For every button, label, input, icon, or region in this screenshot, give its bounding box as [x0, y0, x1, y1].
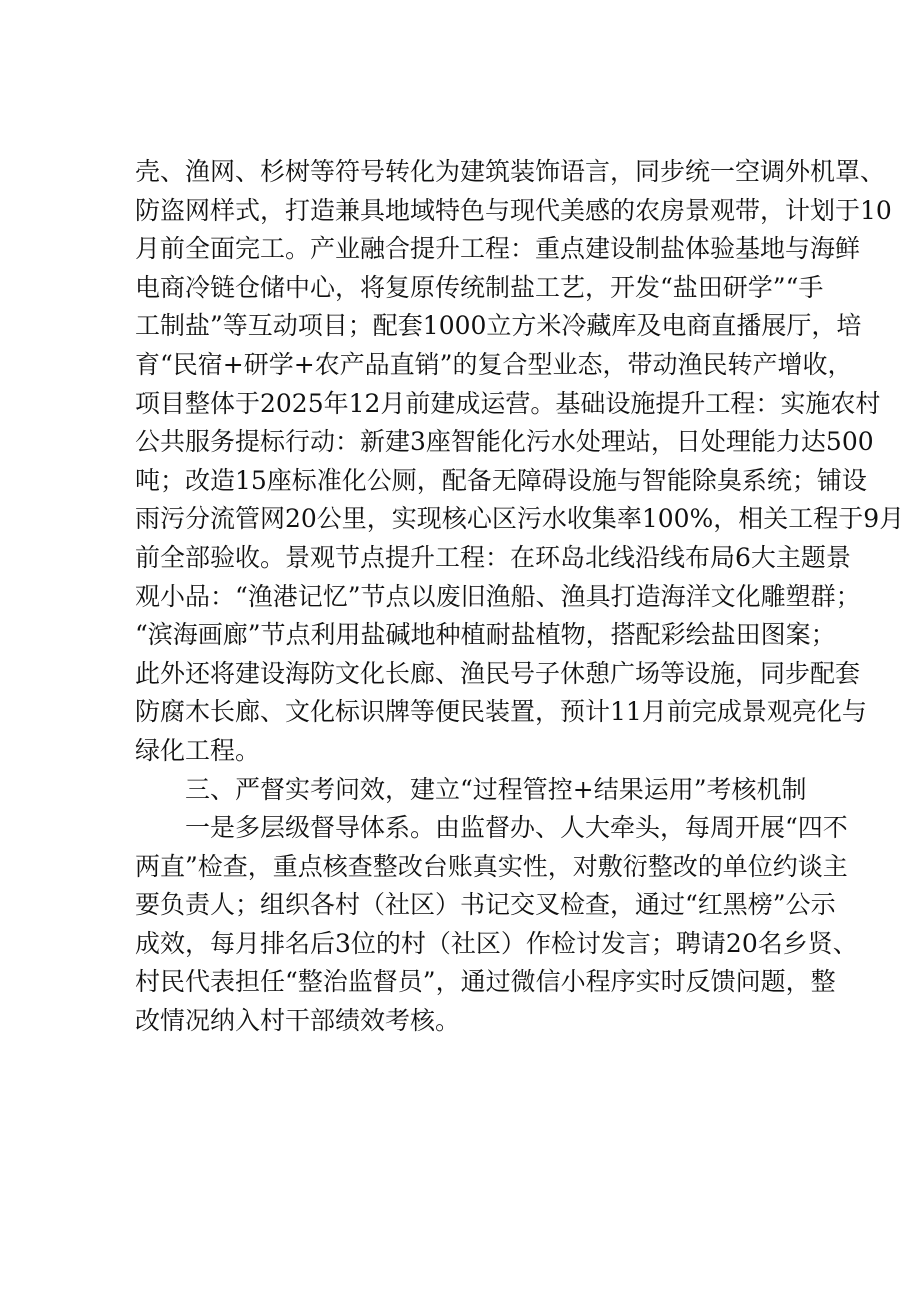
body-line: 公共服务提标行动：新建3座智能化污水处理站，日处理能力达500 — [135, 427, 874, 457]
body-line-last: 绿化工程。 — [135, 735, 261, 765]
body-line: 月前全面完工。产业融合提升工程：重点建设制盐体验基地与海鲜 — [135, 234, 861, 264]
body-line: 电商冷链仓储中心，将复原传统制盐工艺，开发“盐田研学”“手 — [135, 272, 824, 302]
body-line: “滨海画廊”节点利用盐碱地种植耐盐植物，搭配彩绘盐田图案； — [135, 620, 836, 650]
para2-line: 两直”检查，重点核查整改台账真实性，对敷衍整改的单位约谈主 — [135, 851, 848, 881]
body-line: 前全部验收。景观节点提升工程：在环岛北线沿线布局6大主题景 — [135, 542, 851, 572]
body-line: 项目整体于2025年12月前建成运营。基础设施提升工程：实施农村 — [135, 388, 881, 418]
body-line: 雨污分流管网20公里，实现核心区污水收集率100%，相关工程于9月 — [135, 504, 905, 534]
body-line: 吨；改造15座标准化公厕，配备无障碍设施与智能除臭系统；铺设 — [135, 465, 867, 495]
body-line: 防腐木长廊、文化标识牌等便民装置，预计11月前完成景观亮化与 — [135, 697, 867, 727]
section-heading: 三、严督实考问效，建立“过程管控+结果运用”考核机制 — [185, 774, 807, 804]
document-body — [135, 153, 905, 1041]
body-line: 壳、渔网、杉树等符号转化为建筑装饰语言，同步统一空调外机罩、 — [135, 157, 886, 186]
body-line: 防盗网样式，打造兼具地域特色与现代美感的农房景观带，计划于10 — [135, 195, 892, 225]
body-line: 此外还将建设海防文化长廊、渔民号子休憩广场等设施，同步配套 — [135, 658, 861, 688]
para2-line: 一是多层级督导体系。由监督办、人大牵头，每周开展“四不 — [185, 813, 848, 843]
para2-line: 村民代表担任“整治监督员”，通过微信小程序实时反馈问题，整 — [135, 967, 836, 997]
body-line: 工制盐”等互动项目；配套1000立方米冷藏库及电商直播展厅，培 — [135, 311, 862, 341]
para2-line-last: 改情况纳入村干部绩效考核。 — [135, 1006, 461, 1036]
body-line: 观小品：“渔港记忆”节点以废旧渔船、渔具打造海洋文化雕塑群； — [135, 581, 861, 611]
para2-line: 成效，每月排名后3位的村（社区）作检讨发言；聘请20名乡贤、 — [135, 928, 858, 958]
para2-line: 要负责人；组织各村（社区）书记交叉检查，通过“红黑榜”公示 — [135, 890, 836, 920]
body-line: 育“民宿+研学+农产品直销”的复合型业态，带动渔民转产增收， — [135, 349, 853, 379]
